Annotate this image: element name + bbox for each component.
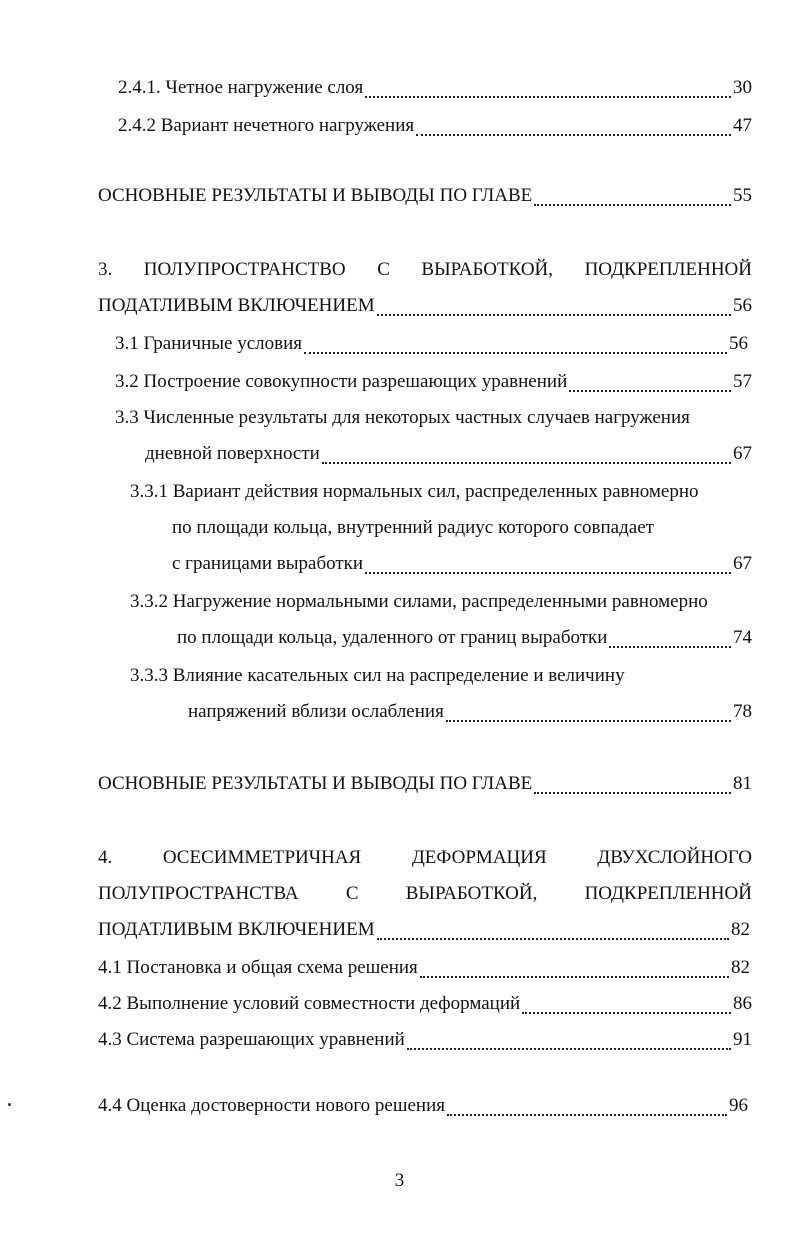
toc-entry-3-3-2-line-1 [130,586,752,618]
toc-entry-3-3-line-1 [115,402,752,434]
heading-word: С [377,259,390,280]
toc-chapter-4-line-1 [98,842,752,874]
leader-dots [365,96,731,98]
toc-entry-3-3-1-line-3 [172,548,752,580]
toc-entry-2-4-1 [118,72,752,104]
leader-dots [447,1114,727,1116]
toc-entry-4-3 [98,1024,752,1056]
leader-dots [609,646,731,648]
toc-entry-page: 55 [733,185,752,206]
leader-dots [304,352,727,354]
toc-entry-page: 47 [733,115,752,136]
toc-entry-title: 4.3 Система разрешающих уравнений [98,1029,405,1050]
toc-entry-title: ОСНОВНЫЕ РЕЗУЛЬТАТЫ И ВЫВОДЫ ПО ГЛАВЕ [98,185,533,206]
heading-word: С [345,883,359,904]
toc-entry-page: 81 [733,773,752,794]
toc-entry-page: 82 [731,957,750,978]
toc-entry-title: 3.2 Построение совокупности разрешающих уравнений [115,371,568,392]
toc-chapter-3-line-2 [98,290,752,322]
toc-entry-page: 86 [733,993,752,1014]
leader-dots [377,314,731,316]
heading-word: ПОДКРЕПЛЕННОЙ [584,883,752,904]
toc-entry-title: 3.3 Численные результаты для некоторых частных случаев нагружения [115,407,690,428]
heading-word: ПОДКРЕПЛЕННОЙ [584,259,752,280]
chapter-number: 4. [98,847,113,868]
leader-dots [420,976,729,978]
heading-word: ДВУХСЛОЙНОГО [597,847,752,868]
leader-dots [322,462,731,464]
toc-entry-page: 82 [731,919,750,940]
toc-chapter-4-line-2 [98,878,752,910]
toc-entry-results-chapter-3 [98,768,752,800]
leader-dots [534,204,731,206]
toc-entry-title: 4.4 Оценка достоверности нового решения [98,1095,445,1116]
leader-dots [446,720,731,722]
toc-entry-4-1 [98,952,750,984]
toc-entry-title: 4.2 Выполнение условий совместности деформаций [98,993,521,1014]
toc-entry-title: дневной поверхности [145,443,320,464]
heading-word: ВЫРАБОТКОЙ, [405,883,538,904]
toc-entry-title: 3.3.3 Влияние касательных сил на распределение и величину [130,665,625,686]
toc-entry-3-3-line-2 [145,438,752,470]
leader-dots [416,134,731,136]
toc-entry-title: 3.1 Граничные условия [115,333,303,354]
toc-entry-2-4-2 [118,110,752,142]
toc-entry-page: 74 [733,627,752,648]
leader-dots [534,792,731,794]
heading-word: ПОЛУПРОСТРАНСТВА [98,883,299,904]
toc-entry-title: с границами выработки [172,553,364,574]
leader-dots [407,1048,731,1050]
toc-entry-title: 3.3.1 Вариант действия нормальных сил, распределенных равномерно [130,481,699,502]
toc-chapter-4-line-3 [98,914,750,946]
toc-entry-title: 2.4.1. Четное нагружение слоя [118,77,364,98]
toc-chapter-3-line-1 [98,254,752,286]
chapter-number: 3. [98,259,113,280]
toc-entry-3-3-3-line-2 [188,696,752,728]
toc-entry-page: 67 [733,443,752,464]
toc-entry-page: 78 [733,701,752,722]
page-number: 3 [394,1170,405,1191]
leader-dots [569,390,731,392]
toc-entry-page: 56 [733,295,752,316]
toc-entry-title: ОСНОВНЫЕ РЕЗУЛЬТАТЫ И ВЫВОДЫ ПО ГЛАВЕ [98,773,533,794]
toc-entry-3-3-3-line-1 [130,660,752,692]
heading-word: ОСЕСИММЕТРИЧНАЯ [162,847,362,868]
toc-entry-3-3-1-line-1 [130,476,752,508]
toc-entry-title: напряжений вблизи ослабления [188,701,444,722]
leader-dots [522,1012,731,1014]
toc-entry-3-3-2-line-2 [177,622,752,654]
heading-word: ПОЛУПРОСТРАНСТВО [143,259,346,280]
toc-entry-page: 91 [733,1029,752,1050]
toc-entry-page: 67 [733,553,752,574]
toc-entry-page: 30 [733,77,752,98]
toc-entry-title: по площади кольца, удаленного от границ выработки [177,627,608,648]
toc-entry-title: 2.4.2 Вариант нечетного нагружения [118,115,415,136]
toc-entry-title: по площади кольца, внутренний радиус которого совпадает [172,517,654,538]
toc-entry-title: ПОДАТЛИВЫМ ВКЛЮЧЕНИЕМ [98,919,375,940]
toc-entry-title: 3.3.2 Нагружение нормальными силами, распределенными равномерно [130,591,708,612]
toc-entry-title: ПОДАТЛИВЫМ ВКЛЮЧЕНИЕМ [98,295,375,316]
toc-entry-3-1 [115,328,748,360]
toc-entry-page: 96 [729,1095,748,1116]
toc-entry-4-4 [98,1090,748,1122]
scan-speck [8,1103,11,1106]
leader-dots [377,938,729,940]
toc-entry-title: 4.1 Постановка и общая схема решения [98,957,418,978]
toc-entry-4-2 [98,988,752,1020]
toc-entry-page: 56 [729,333,748,354]
toc-entry-results-chapter-2 [98,180,752,212]
leader-dots [365,572,731,574]
toc-entry-page: 57 [733,371,752,392]
toc-entry-3-2 [115,366,752,398]
heading-word: ВЫРАБОТКОЙ, [421,259,554,280]
toc-entry-3-3-1-line-2 [172,512,752,544]
heading-word: ДЕФОРМАЦИЯ [411,847,547,868]
